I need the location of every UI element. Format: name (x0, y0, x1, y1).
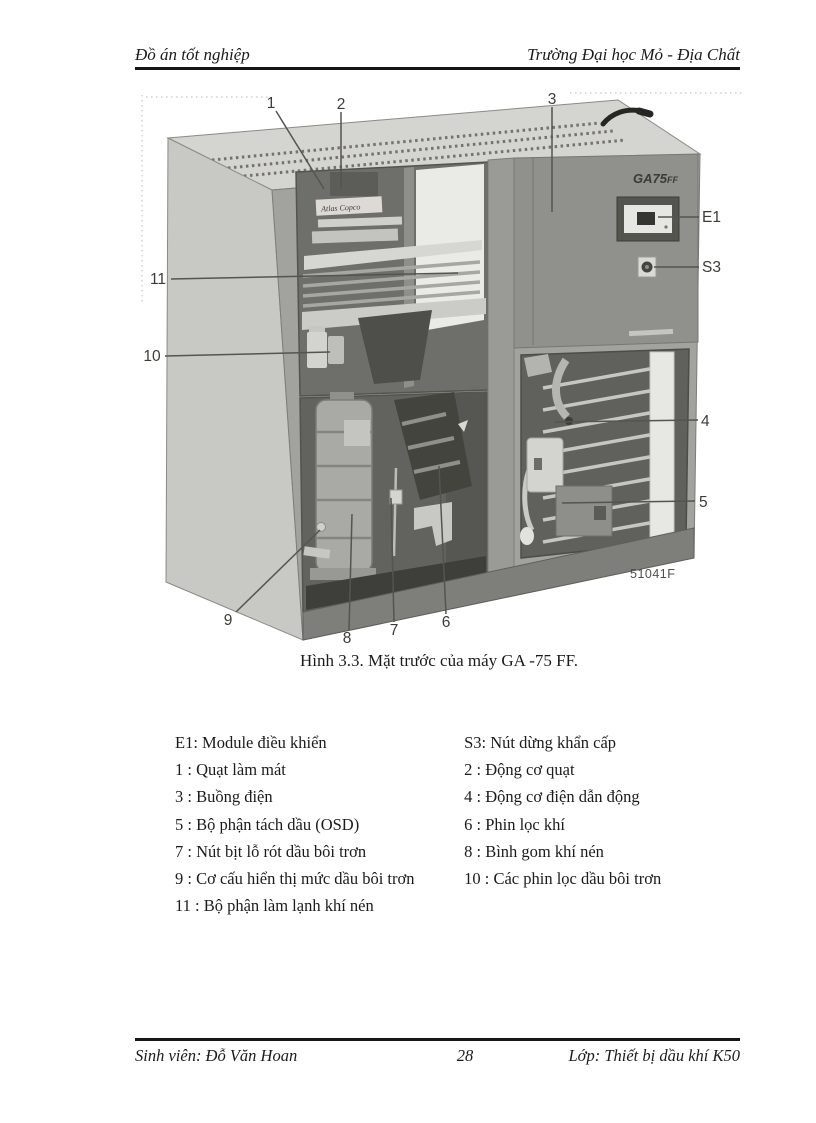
figure-legend (175, 729, 745, 919)
callout-label-9: 9 (223, 612, 233, 629)
legend-item-3: 3 : Buồng điện (175, 787, 273, 807)
footer-class-text: Lớp: Thiết bị dầu khí K50 (568, 1046, 740, 1065)
control-module-panel (617, 197, 679, 241)
legend-item-s3: S3: Nút dừng khẩn cấp (464, 733, 617, 752)
legend-item-8: 8 : Bình gom khí nén (464, 841, 604, 861)
oil-level-indicator (317, 523, 326, 532)
legend-item-7: 7 : Nút bịt lỗ rót dầu bôi trơn (175, 841, 367, 861)
legend-item-2: 2 : Động cơ quạt (464, 760, 575, 780)
brand-text: Atlas Copco (320, 202, 361, 214)
legend-row (175, 811, 745, 838)
legend-item-6: 6 : Phin lọc khí (464, 814, 565, 834)
callout-label-4: 4 (701, 413, 710, 430)
photo-code-text: 51041F (630, 567, 676, 581)
legend-item-1: 1 : Quạt làm mát (175, 760, 286, 780)
legend-row (175, 783, 745, 810)
legend-item-4: 4 : Động cơ điện dẫn động (464, 787, 640, 807)
footer-student-text: Sinh viên: Đỗ Văn Hoan (135, 1046, 298, 1065)
callout-label-11: 11 (149, 271, 167, 288)
callout-label-2: 2 (336, 96, 346, 113)
legend-row (175, 892, 745, 919)
center-pillar (488, 158, 514, 600)
dryer-canister (527, 438, 563, 492)
model-logo-main: GA75 (633, 171, 667, 186)
upper-left-opening (296, 162, 488, 396)
callout-label-5: 5 (699, 494, 708, 511)
legend-item-e1: E1: Module điều khiển (175, 733, 327, 752)
electric-cabinet-door (514, 154, 698, 348)
model-logo-suffix: FF (666, 175, 678, 185)
callout-label-10: 10 (143, 348, 161, 365)
callout-label-8: 8 (342, 630, 352, 647)
legend-item-11: 11 : Bộ phận làm lạnh khí nén (175, 896, 374, 916)
legend-item-10: 10 : Các phin lọc dầu bôi trơn (464, 868, 662, 888)
callout-label-e1: E1 (702, 209, 721, 226)
footer-rule (135, 1038, 740, 1041)
figure-photo (128, 85, 750, 660)
light-column (650, 352, 674, 538)
footer-page-number: 28 (456, 1046, 474, 1065)
callout-label-7: 7 (389, 622, 399, 639)
fan-motor-unit (330, 172, 378, 196)
callout-label-s3: S3 (702, 259, 721, 276)
callout-label-1: 1 (266, 95, 276, 112)
legend-row (175, 729, 745, 756)
emergency-stop-button (638, 257, 656, 277)
compressor-body (166, 100, 700, 640)
header-right-text: Trường Đại học Mỏ - Địa Chất (527, 45, 740, 64)
legend-row (175, 865, 745, 892)
figure-caption: Hình 3.3. Mặt trước của máy GA -75 FF. (300, 651, 578, 670)
legend-row (175, 756, 745, 783)
header-left-text: Đồ án tốt nghiệp (135, 45, 250, 64)
legend-item-5: 5 : Bộ phận tách dầu (OSD) (175, 814, 360, 834)
header-rule (135, 67, 740, 70)
legend-row (175, 838, 745, 865)
legend-item-9: 9 : Cơ cấu hiển thị mức dầu bôi trơn (175, 868, 415, 888)
callout-label-3: 3 (547, 91, 557, 108)
callout-label-6: 6 (441, 614, 451, 631)
